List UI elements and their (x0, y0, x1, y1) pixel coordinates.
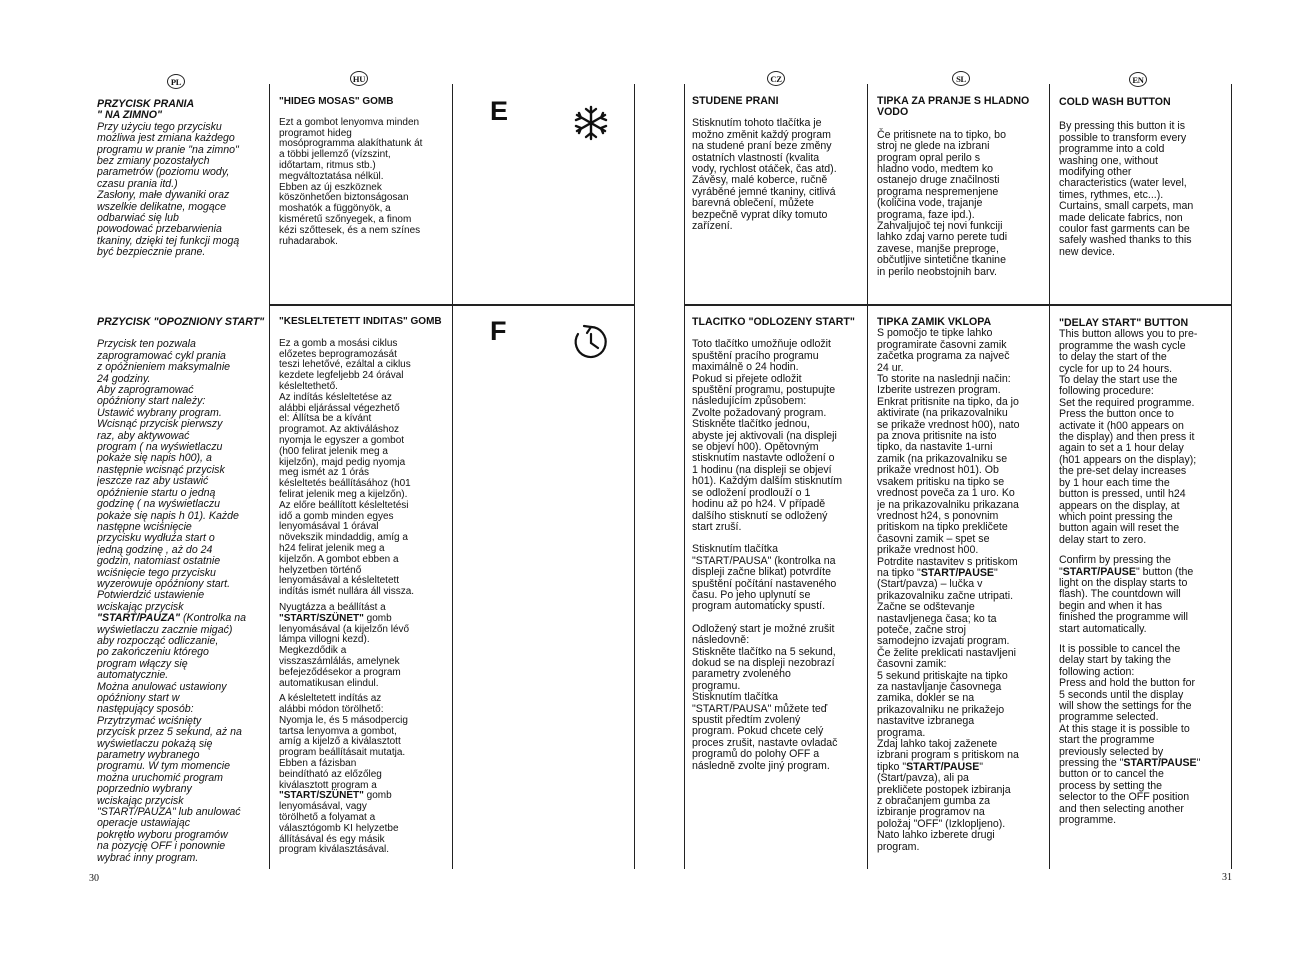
pl-delay-start-body: Przycisk ten pozwala zaprogramować cykl prania z opóźnieniem maksymalnie 24 godziny. Aby zaprogramować opóźniony start należy: Ustawić wybrany program. Wcisnąć przycisk pierwszy raz, aby aktywować program ( na wyświetlaczu pokaże się napis h00), a następnie wcisnąć przycisk jeszcze raz aby ustawić opóźnienie startu o jedną godzinę ( na wyświetlaczu pokaże się napis h 01). Każde następne wciśnięcie przycisku wydłuża start o jedną godzinę , aż do 24 godzin, natomiast ostatnie wciśnięcie tego przycisku wyzerowuje opóźniony start. Potwierdzić ustawienie wciskając przycisk "START/PAUZA" (Kontrolka na wyświetlaczu zacznie migać) aby rozpocząć odliczanie, po zakończeniu którego program włączy się automatycznie. Można anulować ustawiony opóźniony start w następujący sposób: Przytrzymać wciśnięty przycisk przez 5 sekund, aż na wyświetlaczu pokażą się parametry wybranego programu. W tym momencie można uruchomić program poprzednio wybrany wciskając przycisk "START/PAUZA" lub anulować operacje ustawiając pokrętło wyboru programów na pozycję OFF i ponownie wybrać inny program. (97, 338, 246, 864)
language-badge-hu: HU (350, 71, 368, 86)
pl-delay-start-section (97, 317, 268, 869)
sl-delay-start-body: S pomočjo te tipke lahko programirate časovni zamik začetka programa za največ 24 ur. To storite na naslednji način: Izberite ustrezen program. Enkrat pritisnite na tipko, da jo aktivirate (na prikazovalniku se prikaže vrednost h00), nato pa znova pritisnite na isto tipko, da nastavite 1-urni zamik (na prikazovalniku se prikaže vrednost h01). Ob vsakem pritisku na tipko se vrednost poveča za 1 uro. Ko je na prikazovalniku prikazana vrednost h24, s ponovnim pritiskom na tipko prekličete časovni zamik – spet se prikaže vrednost h00. Potrdite nastavitev s pritiskom na tipko "START/PAUSE" (Start/pavza) – lučka v prikazovalniku začne utripati. Začne se odštevanje nastavljenega časa; ko ta poteče, začne stroj samodejno izvajati program. Če želite preklicati nastavljeni časovni zamik: 5 sekund pritiskajte na tipko za nastavljanje časovnega zamika, dokler se na prikazovalniku ne prikažejo nastavitve izbranega programa. Zdaj lahko takoj zaženete izbrani program s pritiskom na tipko "START/PAUSE" (Start/pavza), ali pa prekličete postopek izbiranja z obračanjem gumba za izbiranje programov na položaj "OFF" (Izklopljeno). Nato lahko izberete drugi program. (877, 327, 1020, 853)
pl-start-pause-label: "START/PAUZA" (97, 612, 181, 625)
hu-start-pause-label: "START/SZÜNET" (279, 612, 364, 624)
cz-delay-start-para-1: Toto tlačítko umožňuje odložit spuštění pracího programu maximálně o 24 hodin. Pokud si přejete odložit spuštění programu, postupujte následujícím způsobem: Zvolte požadovaný program. Stiskněte tlačítko jednou, abyste jej aktivovali (na displeji se objeví h00). Opětovným stisknutím nastavte odložení o 1 hodinu (na displeji se objeví h01). Každým dalším stisknutím se odložení prodlouží o 1 hodinu až po h24. V případě dalšího stisknutí se odložený start zruší. (692, 338, 843, 533)
en-cold-wash-title: COLD WASH BUTTON (1059, 97, 1171, 108)
hu-delay-start-title: "KÉSLELTETETT INDÍTÁS" GOMB (279, 317, 442, 327)
sl-cold-wash-title: TIPKA ZA PRANJE S HLADNO VODO (877, 96, 1030, 119)
language-badge-sl: SL (952, 71, 970, 86)
en-delay-start-title: "DELAY START" BUTTON (1059, 318, 1189, 329)
cz-delay-start-section (692, 317, 866, 869)
pl-cold-wash-title: PRZYCISK PRANIA " NA ZIMNO" (97, 99, 195, 122)
divider (867, 84, 868, 869)
hu-cold-wash-title: "HIDEG MOSÁS" GOMB (279, 97, 394, 107)
language-badge-cz: CZ (767, 71, 785, 86)
pl-cold-wash-section (97, 99, 267, 299)
language-badge-pl: PL (167, 74, 185, 89)
divider (1049, 84, 1050, 869)
en-cold-wash-section (1059, 97, 1230, 302)
pl-cold-wash-body: Przy użyciu tego przycisku możliwa jest zmiana każdego programu w pranie "na zimno" bez zmiany pozostałych parametrów (poziomu wody, czasu prania itd.) Zasłony, małe dywaniki oraz wszelkie delikatne, mogące odbarwiać się lub powodować przebarwienia tkaniny, dzięki tej funkcji mogą być bezpiecznie prane. (97, 120, 240, 259)
hu-cold-wash-body: Ezt a gombot lenyomva minden programot hideg mosóprogramma alakíthatunk át a többi jellemző (vízszint, időtartam, ritmus stb.) megváltoztatása nélkül. Ebben az új eszköznek köszönhetően biztonságosan moshatók a függönyök, a kisméretű szőnyegek, a finom kézi szőttesek, és a nem színes ruhadarabok. (279, 116, 423, 247)
page-number-left: 30 (89, 873, 99, 884)
row-divider (684, 304, 1232, 306)
divider (1231, 84, 1232, 869)
divider (269, 84, 270, 869)
row-divider (269, 304, 635, 306)
hu-delay-start-para-3: A késleltetett indítás az alábbi módon törölhető: Nyomja le, és 5 másodpercig tartsa lenyomva a gombot, amíg a kijelző a kiválasztott program beállításait mutatja. Ebben a fázisban beindítható az előzőleg kiválasztott program a "START/SZÜNET" gomb lenyomásával, vagy törölhető a folyamat a választógomb KI helyzetbe állításával és egy másik program kiválasztásával. (279, 693, 408, 856)
hu-delay-start-para-2: Nyugtázza a beállítást a "START/SZÜNET" gomb lenyomásával (a kijelzőn lévő lámpa villogni kezd). Megkezdődik a visszaszámlálás, amelynek befejeződésekor a program automatikusan elindul. (279, 601, 410, 689)
cz-cold-wash-body: Stisknutím tohoto tlačítka je možno změnit každý program na studené praní beze změny ostatních vlastností (kvalita vody, rychlost otáček, čas atd). Závěsy, malé koberce, ručně vyráběné jemné tkaniny, citlivá barevná oblečení, můžete bezpečně vyprat díky tomuto zařízení. (692, 117, 837, 233)
hu-cold-wash-section (279, 97, 451, 302)
hu-delay-start-section (279, 317, 451, 869)
sl-cold-wash-section (877, 96, 1048, 301)
delay-timer-icon (573, 324, 609, 360)
sl-cold-wash-body: Če pritisnete na to tipko, bo stroj ne glede na izbrani program opral perilo s hladno vodo, medtem ko ostanejo druge značilnosti programa nespremenjene (količina vode, trajanje programa, faze ipd.). Zahvaljujoč tej novi funkciji lahko zdaj varno perete tudi zavese, manjše preproge, občutljive sintetične tkanine in perilo neobstojnih barv. (877, 128, 1008, 278)
row-letter-f: F (490, 316, 507, 346)
en-delay-start-section (1059, 318, 1231, 869)
divider (684, 84, 685, 869)
hu-start-pause-label: "START/SZÜNET" (279, 790, 364, 802)
cz-cold-wash-section (692, 96, 866, 301)
en-cold-wash-body: By pressing this button it is possible to transform every programme into a cold washing one, without modifying other characteristics (water level, times, rythmes, etc...). Curtains, small carpets, man made delicate fabrics, non coulor fast garments can be safely washed thanks to this new device. (1059, 120, 1194, 258)
page-number-right: 31 (1222, 872, 1232, 883)
pl-delay-start-title: PRZYCISK "OPÓŹNIONY START" (97, 317, 265, 328)
cz-delay-start-para-2: Stisknutím tlačítka "START/PAUSA" (kontrolka na displeji začne blikat) potvrdíte spuštění počítání nastaveného času. Po jeho uplynutí se program automaticky spustí. (692, 543, 837, 613)
en-delay-start-para-1: This button allows you to pre- programme the wash cycle to delay the start of the cycle for up to 24 hours. To delay the start use the following procedure: Set the required programme. Press the button once to activate it (h00 appears on the display) and then press it again to set a 1 hour delay (h01 appears on the display); the pre-set delay increases by 1 hour each time the button is pressed, until h24 appears on the display, at which point pressing the button again will reset the delay start to zero. (1059, 328, 1198, 546)
snowflake-icon (573, 105, 609, 141)
sl-delay-start-title: TIPKA ZAMIK VKLOPA (877, 317, 992, 328)
language-badge-en: EN (1129, 72, 1147, 87)
divider (634, 84, 635, 869)
divider (452, 84, 453, 869)
hu-delay-start-para-1: Ez a gomb a mosási ciklus előzetes beprogramozását teszi lehetővé, ezáltal a ciklus kezdete legfeljebb 24 órával késleltethető. Az indítás késleltetése az alábbi eljárással végezhető el: Állítsa be a kívánt programot. Az aktiváláshoz nyomja le egyszer a gombot (h00 felirat jelenik meg a kijelzőn), majd pedig nyomja meg ismét az 1 órás késleltetés beállításához (h01 felirat jelenik meg a kijelzőn). Az előre beállított késleltetési idő a gomb minden egyes lenyomásával 1 órával növekszik mindaddig, amíg a h24 felirat jelenik meg a kijelzőn. A gombot ebben a helyzetben történő lenyomásával a késleltetett indítás ismét nullára áll vissza. (279, 337, 415, 598)
en-delay-start-para-2: Confirm by pressing the "START/PAUSE" button (the light on the display starts to flash). The countdown will begin and when it has finished the programme will start automatically. (1059, 554, 1194, 635)
cz-delay-start-title: TLAČÍTKO "ODLOŽENÝ START" (692, 317, 855, 328)
cz-delay-start-para-3: Odložený start je možné zrušit následovně: Stiskněte tlačítko na 5 sekund, dokud se na displeji nezobrazí parametry zvoleného programu. Stisknutím tlačítka "START/PAUSA" můžete teď spustit předtím zvolený program. Pokud chcete celý proces zrušit, nastavte ovladač programů do polohy OFF a následně zvolte jiný program. (692, 622, 838, 772)
en-delay-start-para-3: It is possible to cancel the delay start by taking the following action: Press and hold the button for 5 seconds until the display will show the settings for the programme selected. At this stage it is possible to start the programme previously selected by pressing the "START/PAUSE" button or to cancel the process by setting the selector to the OFF position and then selecting another programme. (1059, 642, 1201, 827)
sl-delay-start-section (877, 317, 1048, 869)
row-letter-e: E (490, 96, 509, 126)
cz-cold-wash-title: STUDENÉ PRANÍ (692, 96, 779, 107)
